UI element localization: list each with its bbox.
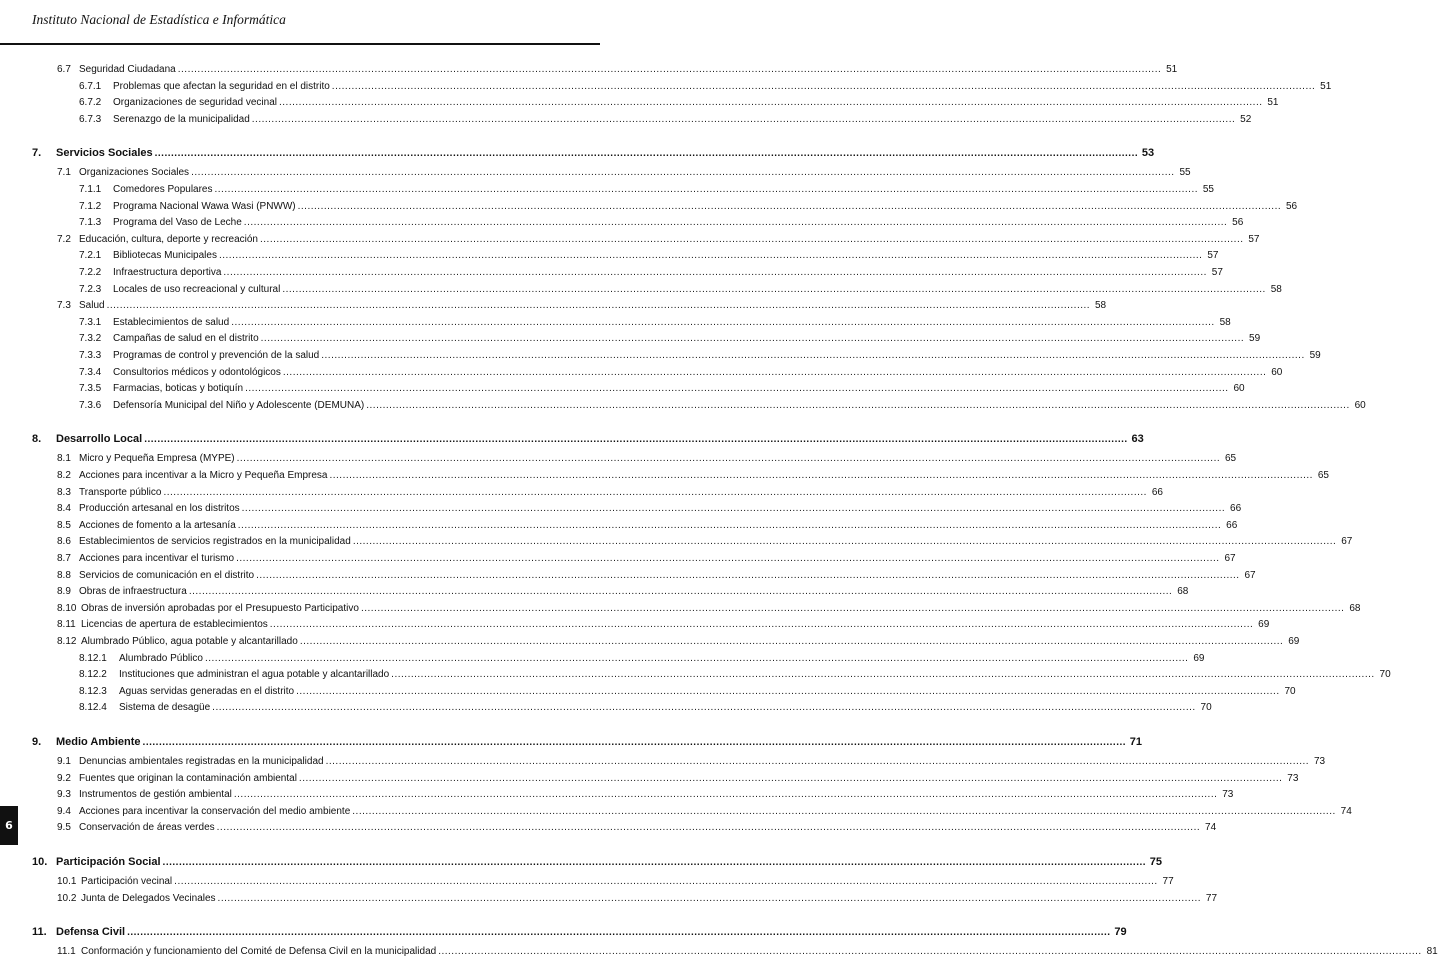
toc-entry-page: 57 xyxy=(1211,267,1223,278)
toc-entry-title xyxy=(79,184,213,195)
toc-entry-page: 73 xyxy=(1222,789,1234,801)
toc-entry-label: Bibliotecas Municipales xyxy=(113,250,217,262)
dot-leader: ............................................................................................................................................................................................................................................................................................................ xyxy=(352,805,1336,817)
toc-entry-page: 55 xyxy=(1202,184,1214,195)
header-rule xyxy=(0,43,600,45)
toc-entry-title xyxy=(57,876,172,887)
toc-entry-label: Programa del Vaso de Leche xyxy=(113,217,242,229)
toc-entry xyxy=(79,217,1244,233)
toc-entry-page: 65 xyxy=(1225,453,1237,465)
toc-entry-title xyxy=(57,636,298,647)
toc-entry-number: 9.2 xyxy=(57,772,71,784)
dot-leader: ............................................................................................................................................................................................................................................................................................................ xyxy=(296,685,1280,697)
toc-entry-number: 8.12.1 xyxy=(79,652,107,664)
toc-entry-label: Transporte público xyxy=(79,486,162,498)
toc-entry-number: 6.7 xyxy=(57,64,71,75)
toc-entry-number: 7.3.5 xyxy=(79,383,102,395)
toc-entry-number: 11. xyxy=(32,926,47,939)
dot-leader: ............................................................................................................................................................................................................................................................................................................ xyxy=(204,652,1189,664)
dot-leader: ............................................................................................................................................................................................................................................................................................................ xyxy=(127,927,1111,939)
toc-entry-label: Participación Social xyxy=(56,856,161,868)
toc-entry-page: 68 xyxy=(1349,602,1361,614)
toc-entry-number: 9. xyxy=(32,736,42,748)
toc-entry-number: 7.3.1 xyxy=(79,316,102,328)
toc-entry-page: 66 xyxy=(1226,519,1238,531)
toc-entry-title xyxy=(57,520,236,531)
dot-leader: ............................................................................................................................................................................................................................................................................................................ xyxy=(251,113,1236,125)
toc-entry-label: Micro y Pequeña Empresa (MYPE) xyxy=(79,453,235,465)
toc-entry-page: 74 xyxy=(1340,805,1352,817)
toc-entry-title xyxy=(79,250,217,261)
toc-entry xyxy=(57,503,1242,519)
toc-entry-number: 7.2.1 xyxy=(79,250,102,262)
toc-entry-title xyxy=(79,267,221,278)
toc-entry xyxy=(79,366,1283,383)
toc-entry xyxy=(57,586,1189,602)
toc-entry-title xyxy=(79,367,281,378)
dot-leader: ............................................................................................................................................................................................................................................................................................................ xyxy=(236,453,1221,465)
toc-entry-label: Denuncias ambientales registradas en la municipalidad xyxy=(79,756,324,767)
dot-leader: ............................................................................................................................................................................................................................................................................................................ xyxy=(162,857,1147,868)
toc-entry-page: 70 xyxy=(1200,702,1212,714)
toc-entry-page: 51 xyxy=(1166,64,1178,75)
toc-entry-title xyxy=(57,946,436,957)
dot-leader: ............................................................................................................................................................................................................................................................................................................ xyxy=(212,702,1196,714)
toc-entry xyxy=(57,470,1329,486)
toc-entry-number: 8.8 xyxy=(57,569,71,581)
toc-entry-title xyxy=(79,201,296,212)
toc-entry xyxy=(57,486,1163,503)
toc-entry-title xyxy=(32,926,125,938)
toc-entry-number: 10.2 xyxy=(57,892,77,904)
toc-entry-label: Acciones para incentivar la conservación del medio ambiente xyxy=(79,805,351,817)
toc-entry-label: Problemas que afectan la seguridad en el distrito xyxy=(113,80,330,92)
toc-entry-page: 69 xyxy=(1288,636,1300,647)
dot-leader: ............................................................................................................................................................................................................................................................................................................ xyxy=(191,167,1175,179)
toc-entry xyxy=(57,167,1191,183)
toc-entry-page: 81 xyxy=(1426,946,1438,958)
toc-entry-title xyxy=(57,64,176,75)
dot-leader: ............................................................................................................................................................................................................................................................................................................ xyxy=(331,80,1316,92)
toc-entry-page: 74 xyxy=(1205,822,1217,834)
toc-entry xyxy=(57,636,1300,652)
toc-entry-page: 66 xyxy=(1151,486,1163,498)
toc-entry xyxy=(79,97,1279,113)
toc-entry-number: 7.3.4 xyxy=(79,366,102,378)
toc-entry-page: 60 xyxy=(1271,366,1283,378)
toc-entry-page: 70 xyxy=(1379,669,1391,681)
dot-leader: ............................................................................................................................................................................................................................................................................................................ xyxy=(233,789,1218,801)
toc-entry-label: Acciones para incentivar a la Micro y Pequeña Empresa xyxy=(79,470,328,481)
toc-entry-label: Alumbrado Público, agua potable y alcantarillado xyxy=(81,636,298,647)
toc-entry-page: 55 xyxy=(1179,167,1191,179)
dot-leader: ............................................................................................................................................................................................................................................................................................................ xyxy=(260,233,1244,245)
dot-leader: ............................................................................................................................................................................................................................................................................................................ xyxy=(366,399,1350,411)
toc-entry-label: Seguridad Ciudadana xyxy=(79,64,176,75)
page-header xyxy=(32,12,586,28)
dot-leader: ............................................................................................................................................................................................................................................................................................................ xyxy=(223,267,1207,278)
toc-entry xyxy=(57,553,1236,569)
toc-entry-title xyxy=(57,893,216,904)
toc-entry-page: 70 xyxy=(1284,685,1296,697)
toc-entry-page: 57 xyxy=(1248,233,1260,245)
toc-entry-title xyxy=(57,487,161,498)
toc-entry-label: Alumbrado Público xyxy=(119,652,203,664)
toc-entry-page: 69 xyxy=(1193,652,1205,664)
toc-entry-page: 60 xyxy=(1354,399,1366,411)
toc-entry-label: Fuentes que originan la contaminación ambiental xyxy=(79,772,297,784)
toc-entry-number: 9.1 xyxy=(57,756,71,767)
dot-leader: ............................................................................................................................................................................................................................................................................................................ xyxy=(256,569,1240,581)
toc-entry-number: 7.1.2 xyxy=(79,200,102,212)
toc-entry-number: 8.4 xyxy=(57,503,71,515)
toc-entry-page: 77 xyxy=(1162,876,1174,887)
toc-entry xyxy=(79,333,1261,349)
toc-entry-page: 63 xyxy=(1131,433,1144,446)
toc-entry xyxy=(32,147,1155,163)
toc-entry-title xyxy=(57,167,189,178)
toc-entry xyxy=(79,669,1391,685)
toc-entry xyxy=(57,233,1260,250)
dot-leader: ............................................................................................................................................................................................................................................................................................................ xyxy=(245,383,1229,395)
toc-entry xyxy=(57,876,1174,892)
toc-entry-label: Instituciones que administran el agua potable y alcantarillado xyxy=(119,669,390,681)
toc-entry-label: Defensa Civil xyxy=(56,926,126,939)
toc-entry-title xyxy=(57,570,254,581)
toc-entry xyxy=(79,685,1296,702)
toc-entry xyxy=(57,519,1238,536)
toc-entry xyxy=(32,433,1144,449)
dot-leader: ............................................................................................................................................................................................................................................................................................................ xyxy=(154,148,1139,160)
toc-entry-number: 8. xyxy=(32,433,42,446)
dot-leader: ............................................................................................................................................................................................................................................................................................................ xyxy=(321,350,1305,361)
toc-entry-label: Desarrollo Local xyxy=(56,433,143,446)
toc-entry-title xyxy=(79,333,259,344)
toc-entry-title xyxy=(57,789,232,800)
dot-leader: ............................................................................................................................................................................................................................................................................................................ xyxy=(297,200,1282,212)
toc-entry-number: 9.4 xyxy=(57,805,71,817)
toc-entry-title xyxy=(79,669,389,680)
dot-leader: ............................................................................................................................................................................................................................................................................................................ xyxy=(237,519,1222,531)
toc-entry xyxy=(79,350,1321,366)
dot-leader: ............................................................................................................................................................................................................................................................................................................ xyxy=(329,470,1313,481)
toc-entry-page: 65 xyxy=(1317,470,1329,481)
toc-entry-page: 58 xyxy=(1270,283,1282,295)
toc-entry-number: 7. xyxy=(32,147,42,160)
toc-entry-page: 73 xyxy=(1313,756,1326,767)
toc-entry-title xyxy=(79,383,243,394)
toc-entry-label: Locales de uso recreacional y cultural xyxy=(113,283,281,295)
toc-entry-page: 71 xyxy=(1129,736,1143,748)
toc-entry xyxy=(57,756,1326,772)
toc-entry-title xyxy=(79,81,330,92)
toc-entry-page: 58 xyxy=(1094,300,1107,312)
toc-entry-title xyxy=(57,300,105,311)
toc-entry-number: 6.7.1 xyxy=(79,80,102,92)
toc-entry-page: 68 xyxy=(1177,586,1189,598)
toc-entry-label: Producción artesanal en los distritos xyxy=(79,503,240,515)
toc-entry-title xyxy=(79,284,280,295)
dot-leader: ............................................................................................................................................................................................................................................................................................................ xyxy=(188,586,1173,598)
toc-entry xyxy=(79,250,1219,266)
dot-leader: ............................................................................................................................................................................................................................................................................................................ xyxy=(106,300,1091,312)
toc-entry-number: 7.1.1 xyxy=(79,184,102,195)
dot-leader: ............................................................................................................................................................................................................................................................................................................ xyxy=(298,772,1283,784)
toc-entry xyxy=(57,892,1218,909)
toc-entry xyxy=(57,946,1438,962)
toc-entry-title xyxy=(79,350,319,361)
toc-entry xyxy=(79,383,1245,399)
toc-entry-label: Establecimientos de salud xyxy=(113,316,230,328)
dot-leader: ............................................................................................................................................................................................................................................................................................................ xyxy=(144,434,1128,446)
toc-entry-number: 8.7 xyxy=(57,553,71,564)
toc-entry-title xyxy=(57,806,350,817)
toc-entry-number: 8.10 xyxy=(57,602,77,614)
dot-leader: ............................................................................................................................................................................................................................................................................................................ xyxy=(325,756,1310,767)
toc-entry-label: Acciones para incentivar el turismo xyxy=(79,553,235,564)
dot-leader: ............................................................................................................................................................................................................................................................................................................ xyxy=(269,619,1254,631)
toc-entry-label: Consultorios médicos y odontológicos xyxy=(113,366,281,378)
toc-entry-number: 7.1 xyxy=(57,167,71,179)
toc-entry xyxy=(57,789,1234,805)
toc-entry-title xyxy=(57,234,258,245)
toc-entry-page: 57 xyxy=(1207,250,1219,262)
toc-entry xyxy=(79,702,1212,718)
toc-entry-label: Servicios de comunicación en el distrito xyxy=(79,569,255,581)
toc-entry-title xyxy=(79,317,229,328)
dot-leader: ............................................................................................................................................................................................................................................................................................................ xyxy=(177,64,1162,75)
toc-entry-label: Obras de inversión aprobadas por el Presupuesto Participativo xyxy=(81,602,359,614)
toc-entry-number: 6.7.3 xyxy=(79,113,102,125)
dot-leader: ............................................................................................................................................................................................................................................................................................................ xyxy=(260,333,1245,345)
toc-entry xyxy=(79,316,1231,333)
dot-leader: ............................................................................................................................................................................................................................................................................................................ xyxy=(438,946,1422,958)
toc-entry-page: 67 xyxy=(1244,569,1256,581)
dot-leader: ............................................................................................................................................................................................................................................................................................................ xyxy=(282,283,1266,295)
toc-entry-label: Infraestructura deportiva xyxy=(113,267,222,278)
toc-entry-number: 7.3.6 xyxy=(79,399,102,411)
dot-leader: ............................................................................................................................................................................................................................................................................................................ xyxy=(282,366,1267,378)
toc-entry xyxy=(32,926,1127,942)
toc-entry xyxy=(57,619,1270,635)
toc-entry xyxy=(79,267,1223,283)
toc-entry-label: Participación vecinal xyxy=(81,876,173,887)
toc-entry-title xyxy=(57,553,234,564)
toc-entry-label: Conformación y funcionamiento del Comité de Defensa Civil en la municipalidad xyxy=(81,946,437,958)
dot-leader: ............................................................................................................................................................................................................................................................................................................ xyxy=(216,822,1201,834)
toc-entry-label: Defensoría Municipal del Niño y Adolescente (DEMUNA) xyxy=(113,399,365,411)
toc-entry-title xyxy=(57,773,297,784)
toc-entry-page: 53 xyxy=(1141,147,1155,160)
toc-entry-title xyxy=(57,822,215,833)
toc-entry-label: Serenazgo de la municipalidad xyxy=(113,113,250,125)
toc-entry-label: Programas de control y prevención de la salud xyxy=(113,350,320,361)
header-title: Instituto Nacional de Estadística e Informática xyxy=(32,12,286,27)
toc-entry-label: Campañas de salud en el distrito xyxy=(113,333,259,345)
toc-entry-number: 10.1 xyxy=(57,876,77,887)
toc-entry-label: Salud xyxy=(79,300,105,312)
dot-leader: ............................................................................................................................................................................................................................................................................................................ xyxy=(391,669,1375,681)
toc-entry-label: Licencias de apertura de establecimientos xyxy=(81,619,268,631)
toc-entry-title xyxy=(57,756,324,767)
toc-entry-title xyxy=(57,603,359,614)
dot-leader: ............................................................................................................................................................................................................................................................................................................ xyxy=(241,503,1226,515)
toc-entry-number: 8.9 xyxy=(57,586,71,598)
toc-entry-title xyxy=(79,217,242,228)
dot-leader: ............................................................................................................................................................................................................................................................................................................ xyxy=(279,97,1263,109)
toc-entry-number: 8.3 xyxy=(57,486,71,498)
toc-entry-title xyxy=(57,619,268,630)
toc-entry xyxy=(57,602,1361,619)
toc-entry-title xyxy=(79,702,210,713)
toc-entry-number: 8.12 xyxy=(57,636,77,647)
toc-entry xyxy=(57,805,1352,822)
toc-entry-number: 8.1 xyxy=(57,453,71,465)
toc-entry-title xyxy=(57,503,240,514)
toc-entry-title xyxy=(79,97,277,108)
toc-entry-page: 66 xyxy=(1230,503,1242,515)
toc-entry-number: 8.11 xyxy=(57,619,76,631)
toc-entry-page: 58 xyxy=(1219,316,1231,328)
toc-entry-label: Educación, cultura, deporte y recreación xyxy=(79,233,258,245)
toc-entry-number: 7.1.3 xyxy=(79,217,102,229)
dot-leader: ............................................................................................................................................................................................................................................................................................................ xyxy=(218,250,1203,262)
dot-leader: ............................................................................................................................................................................................................................................................................................................ xyxy=(236,553,1220,564)
toc-entry-title xyxy=(57,453,235,464)
dot-leader: ............................................................................................................................................................................................................................................................................................................ xyxy=(243,217,1228,229)
dot-leader: ............................................................................................................................................................................................................................................................................................................ xyxy=(360,602,1345,614)
toc-entry-title xyxy=(32,736,141,748)
toc-entry-number: 8.6 xyxy=(57,536,71,548)
toc-entry-number: 8.5 xyxy=(57,519,71,531)
toc-entry-label: Organizaciones Sociales xyxy=(79,167,190,179)
toc-entry-page: 59 xyxy=(1309,350,1321,361)
toc-entry-number: 8.12.4 xyxy=(79,702,107,714)
dot-leader: ............................................................................................................................................................................................................................................................................................................ xyxy=(231,316,1215,328)
dot-leader: ............................................................................................................................................................................................................................................................................................................ xyxy=(174,876,1158,887)
toc-entry-page: 56 xyxy=(1232,217,1244,229)
toc-entry-page: 67 xyxy=(1341,536,1353,548)
toc-entry-page: 56 xyxy=(1286,200,1298,212)
toc-entry-page: 69 xyxy=(1258,619,1270,631)
toc-entry-label: Servicios Sociales xyxy=(56,147,153,160)
toc-entry-label: Establecimientos de servicios registrados en la municipalidad xyxy=(79,536,351,548)
toc-entry xyxy=(57,453,1237,469)
toc-entry xyxy=(57,300,1107,316)
toc-entry xyxy=(79,283,1282,300)
toc-entry-title xyxy=(32,147,153,159)
toc-entry xyxy=(79,113,1252,130)
toc-entry-title xyxy=(79,653,203,664)
toc-entry xyxy=(57,64,1178,80)
toc-entry-label: Organizaciones de seguridad vecinal xyxy=(113,97,277,109)
dot-leader: ............................................................................................................................................................................................................................................................................................................ xyxy=(214,184,1198,195)
page-number-tab: 6 xyxy=(0,806,18,845)
toc-entry-page: 52 xyxy=(1240,113,1252,125)
toc-entry xyxy=(32,736,1143,752)
toc-entry-label: Acciones de fomento a la artesanía xyxy=(79,519,236,531)
toc-entry xyxy=(32,856,1163,872)
toc-entry xyxy=(79,200,1298,217)
toc-entry-label: Conservación de áreas verdes xyxy=(79,822,215,834)
toc-entry-number: 6.7.2 xyxy=(79,97,102,109)
toc-entry xyxy=(57,772,1299,789)
toc-entry-page: 79 xyxy=(1114,926,1127,939)
toc-entry-label: Comedores Populares xyxy=(113,184,213,195)
toc-entry-title xyxy=(79,686,294,697)
dot-leader: ............................................................................................................................................................................................................................................................................................................ xyxy=(142,737,1127,748)
toc-entry-title xyxy=(32,433,142,445)
toc-entry xyxy=(79,652,1205,669)
toc-entry-number: 7.2.2 xyxy=(79,267,102,278)
toc-entry-title xyxy=(79,400,364,411)
toc-entry xyxy=(79,184,1214,200)
toc-entry-number: 8.12.2 xyxy=(79,669,107,681)
dot-leader: ............................................................................................................................................................................................................................................................................................................ xyxy=(163,486,1147,498)
toc-entry-number: 8.2 xyxy=(57,470,71,481)
toc-entry-page: 75 xyxy=(1149,856,1163,868)
toc-entry-number: 7.3 xyxy=(57,300,71,312)
toc-entry-number: 9.3 xyxy=(57,789,71,801)
toc-entry-page: 51 xyxy=(1320,80,1332,92)
toc-entry-page: 73 xyxy=(1287,772,1299,784)
toc-entry-page: 60 xyxy=(1233,383,1245,395)
dot-leader: ............................................................................................................................................................................................................................................................................................................ xyxy=(299,636,1284,647)
toc-entry-title xyxy=(32,856,161,868)
toc-entry-label: Medio Ambiente xyxy=(56,736,141,748)
toc-entry xyxy=(57,536,1353,552)
toc-entry xyxy=(57,822,1217,838)
toc-entry-page: 77 xyxy=(1205,892,1218,904)
toc-entry-number: 7.2 xyxy=(57,233,71,245)
toc-entry-page: 59 xyxy=(1249,333,1261,345)
toc-entry-number: 7.3.3 xyxy=(79,350,102,361)
toc-entry-number: 7.3.2 xyxy=(79,333,102,345)
toc-entry xyxy=(57,569,1256,586)
toc-entry-title xyxy=(57,470,327,481)
toc-entry-number: 11.1 xyxy=(57,946,76,958)
toc-entry-number: 8.12.3 xyxy=(79,685,107,697)
toc-entry-page: 51 xyxy=(1267,97,1279,109)
toc-entry-title xyxy=(57,586,187,597)
toc-entry-title xyxy=(57,536,351,547)
dot-leader: ............................................................................................................................................................................................................................................................................................................ xyxy=(217,892,1202,904)
toc-entry-label: Farmacias, boticas y botiquín xyxy=(113,383,244,395)
toc-entry-label: Sistema de desagüe xyxy=(119,702,211,714)
toc-entry-label: Programa Nacional Wawa Wasi (PNWW) xyxy=(113,200,296,212)
toc-entry-label: Aguas servidas generadas en el distrito xyxy=(119,685,295,697)
dot-leader: ............................................................................................................................................................................................................................................................................................................ xyxy=(352,536,1337,548)
toc-entry-label: Instrumentos de gestión ambiental xyxy=(79,789,232,801)
toc-entry xyxy=(79,80,1332,97)
toc-entry-label: Obras de infraestructura xyxy=(79,586,187,598)
toc-entry xyxy=(79,399,1366,416)
toc-entry-title xyxy=(79,114,250,125)
toc-entry-number: 7.2.3 xyxy=(79,283,102,295)
toc-entry-number: 10. xyxy=(32,856,48,868)
toc-entry-page: 67 xyxy=(1224,553,1236,564)
toc-entry-number: 9.5 xyxy=(57,822,71,834)
toc-entry-label: Junta de Delegados Vecinales xyxy=(81,892,216,904)
